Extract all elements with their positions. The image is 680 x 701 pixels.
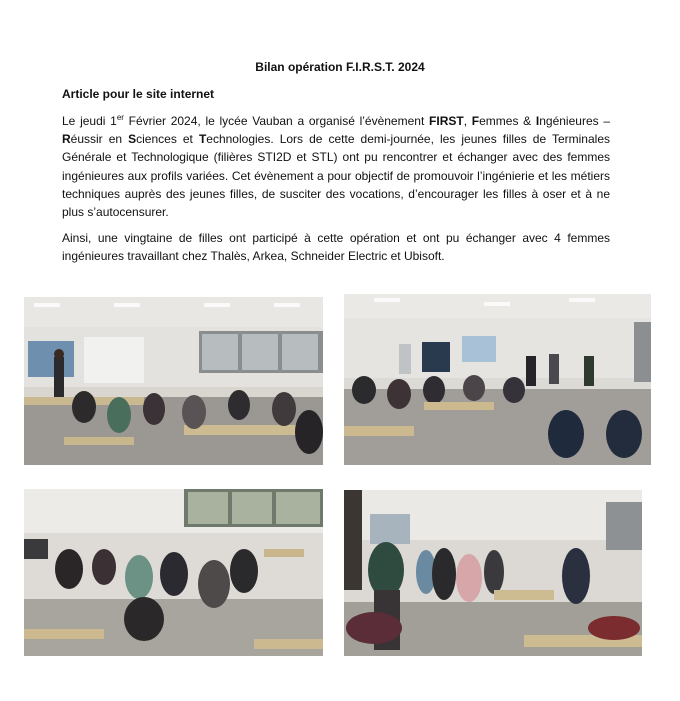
article-paragraph-2: Ainsi, une vingtaine de filles ont participé à cette opération et ont pu échanger avec 4 femmes ingénieures travaillant chez Thalès, Arkea, Schneider Electric et Ubisoft.	[62, 231, 610, 264]
classroom-photo-2	[344, 294, 651, 465]
classroom-photo-4	[344, 490, 642, 656]
classroom-photo-3	[24, 489, 323, 656]
classroom-photo-1	[24, 297, 323, 465]
section-heading: Article pour le site internet	[62, 87, 215, 101]
document-title: Bilan opération F.I.R.S.T. 2024	[255, 60, 425, 74]
article-paragraph-1: Le jeudi 1er Février 2024, le lycée Vauban a organisé l’évènement FIRST, Femmes & Ingénieures – Réussir en Sciences et Technologies. Lors de cette demi-journée, les jeunes filles de Terminales Générale et Technologique (filières STI2D et STL) ont pu rencontrer et échanger avec des femmes ingénieures aux profils variées. Cet évènement a pour objectif de promouvoir l’ingénierie et les métiers techniques auprès des jeunes filles, de susciter des vocations, d’encourager les filles à oser et à ne plus s’autocensurer.	[62, 113, 611, 220]
